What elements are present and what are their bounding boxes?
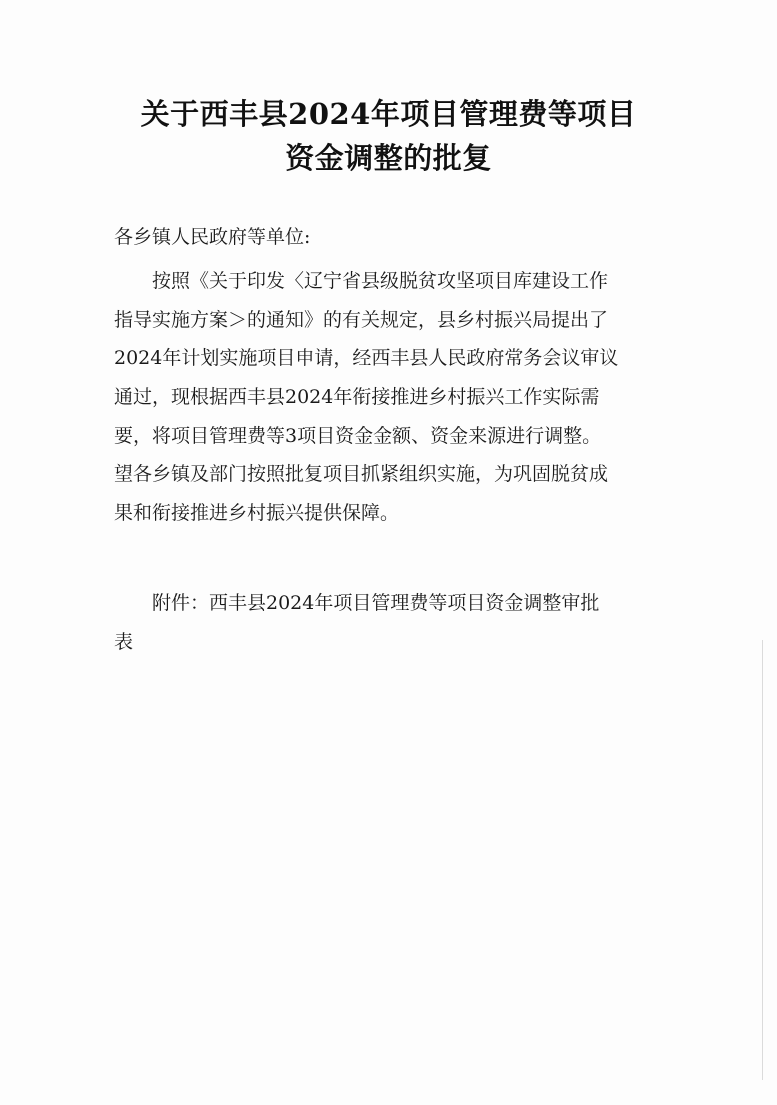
body-line: 2024年计划实施项目申请，经西丰县人民政府常务会议审议 xyxy=(114,347,619,370)
body-line: 按照《关于印发〈辽宁省县级脱贫攻坚项目库建设工作 xyxy=(152,270,609,292)
body-line: 要，将项目管理费等3项目资金金额、资金来源进行调整。 xyxy=(114,424,602,447)
attachment-note xyxy=(114,584,674,661)
body-line: 果和衔接推进乡村振兴提供保障。 xyxy=(114,502,400,525)
salutation: 各乡镇人民政府等单位: xyxy=(114,226,311,248)
body-line: 通过，现根据西丰县2024年衔接推进乡村振兴工作实际需 xyxy=(114,386,600,409)
attachment-line-1: 附件：西丰县2024年项目管理费等项目资金调整审批 xyxy=(152,592,600,614)
title-line-1: 关于西丰县2024年项目管理费等项目 xyxy=(140,97,637,131)
document-title xyxy=(0,92,777,180)
body-line: 指导实施方案＞的通知》的有关规定，县乡村振兴局提出了 xyxy=(114,308,609,331)
scan-edge-line xyxy=(762,640,763,1080)
attachment-line-2: 表 xyxy=(114,630,134,653)
body-paragraph xyxy=(114,262,674,533)
body-line: 望各乡镇及部门按照批复项目抓紧组织实施，为巩固脱贫成 xyxy=(114,463,609,486)
title-line-2: 资金调整的批复 xyxy=(285,141,492,175)
